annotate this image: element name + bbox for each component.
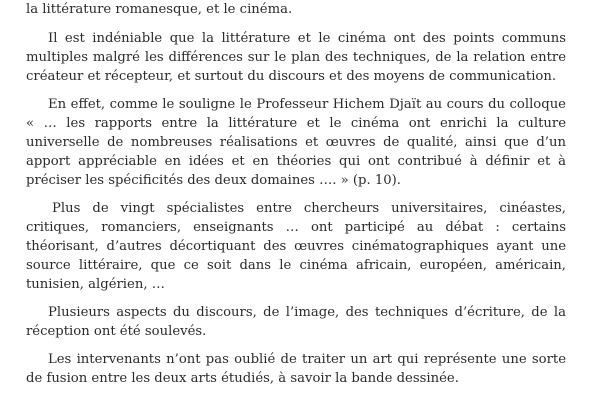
paragraph-4: Plus de vingt spécialistes entre chercheurs universitaires, cinéastes, critiques, romanciers, enseignants … ont participé au débat : certains théorisant, d’autres décortiquant des œuvres cinématographiques ayant une source littéraire, que ce soit dans le cinéma africain, européen, américain, tunisien, algérien, …	[26, 201, 566, 292]
paragraph-2: Il est indéniable que la littérature et le cinéma ont des points communs multiples malgré les différences sur le plan des techniques, de la relation entre créateur et récepteur, et surtout du discours et des moyens de communication.	[26, 31, 566, 84]
paragraph-5: Plusieurs aspects du discours, de l’image, des techniques d’écriture, de la réception ont été soulevés.	[26, 305, 566, 339]
paragraph-1: la littérature romanesque, et le cinéma.	[26, 2, 293, 17]
paragraph-6: Les intervenants n’ont pas oublié de traiter un art qui représente une sorte de fusion entre les deux arts étudiés, à savoir la bande dessinée.	[26, 352, 566, 386]
paragraph-3: En effet, comme le souligne le Professeur Hichem Djaït au cours du colloque « … les rapports entre la littérature et le cinéma ont enrichi la culture universelle de nombreuses réalisations et œuvres de qualité, ainsi que d’un apport appréciable en idées et en théories qui ont contribué à définir et à préciser les spécificités des deux domaines …. » (p. 10).	[26, 97, 566, 188]
document-page	[26, 0, 566, 397]
